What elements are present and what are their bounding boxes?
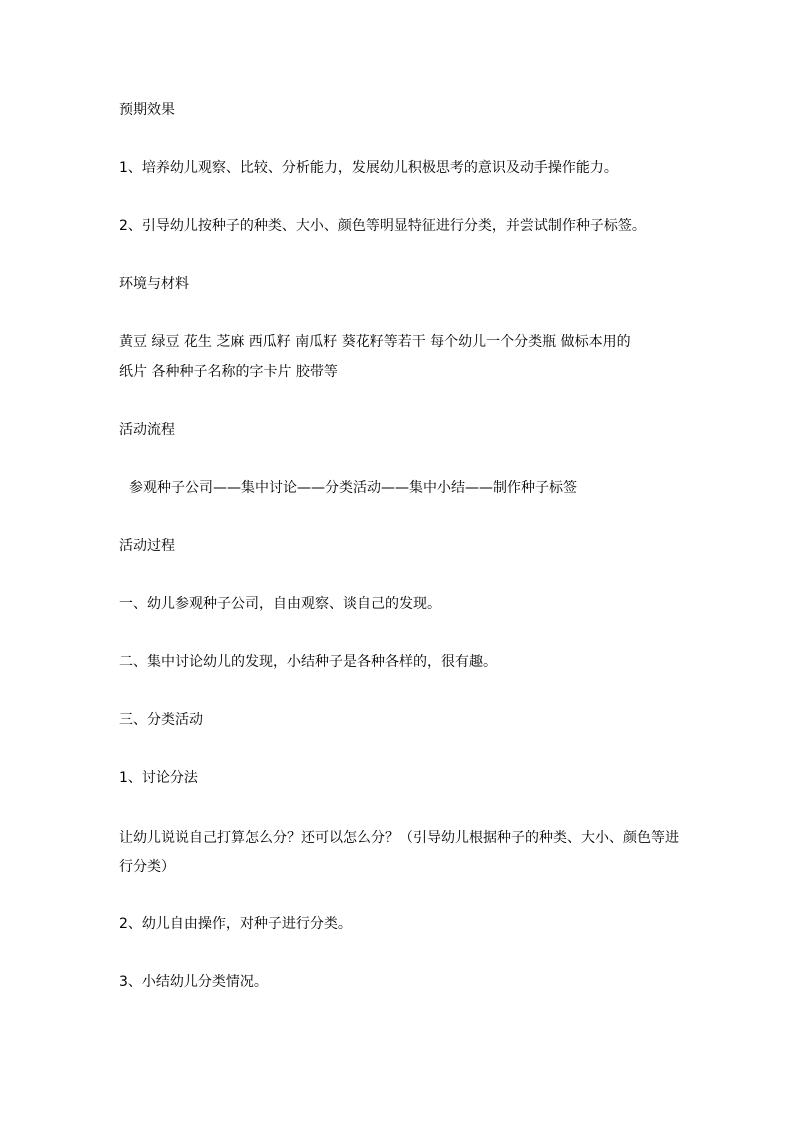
goal-item-1: 1、培养幼儿观察、比较、分析能力，发展幼儿积极思考的意识及动手操作能力。 <box>119 160 618 176</box>
heading-activity-flow: 活动流程 <box>119 422 175 438</box>
activity-flow-text: 参观种子公司——集中讨论——分类活动——集中小结——制作种子标签 <box>129 480 577 496</box>
materials-list-line-2: 纸片 各种种子名称的字卡片 胶带等 <box>119 364 338 380</box>
classification-sub-1: 1、讨论分法 <box>119 770 198 786</box>
process-step-1: 一、幼儿参观种子公司，自由观察、谈自己的发现。 <box>119 596 441 612</box>
heading-activity-process: 活动过程 <box>119 538 175 554</box>
heading-environment-materials: 环境与材料 <box>119 276 189 292</box>
heading-expected-effect: 预期效果 <box>119 102 175 118</box>
process-step-2: 二、集中讨论幼儿的发现，小结种子是各种各样的，很有趣。 <box>119 654 497 670</box>
process-step-3: 三、分类活动 <box>119 712 203 728</box>
classification-sub-1-detail: 让幼儿说说自己打算怎么分？还可以怎么分？（引导幼儿根据种子的种类、大小、颜色等进行分类） <box>119 830 679 875</box>
classification-sub-2: 2、幼儿自由操作，对种子进行分类。 <box>119 916 352 932</box>
goal-item-2: 2、引导幼儿按种子的种类、大小、颜色等明显特征进行分类，并尝试制作种子标签。 <box>119 218 646 234</box>
classification-sub-3: 3、小结幼儿分类情况。 <box>119 974 268 990</box>
materials-list-line-1: 黄豆 绿豆 花生 芝麻 西瓜籽 南瓜籽 葵花籽等若干 每个幼儿一个分类瓶 做标本用的 <box>119 334 631 350</box>
